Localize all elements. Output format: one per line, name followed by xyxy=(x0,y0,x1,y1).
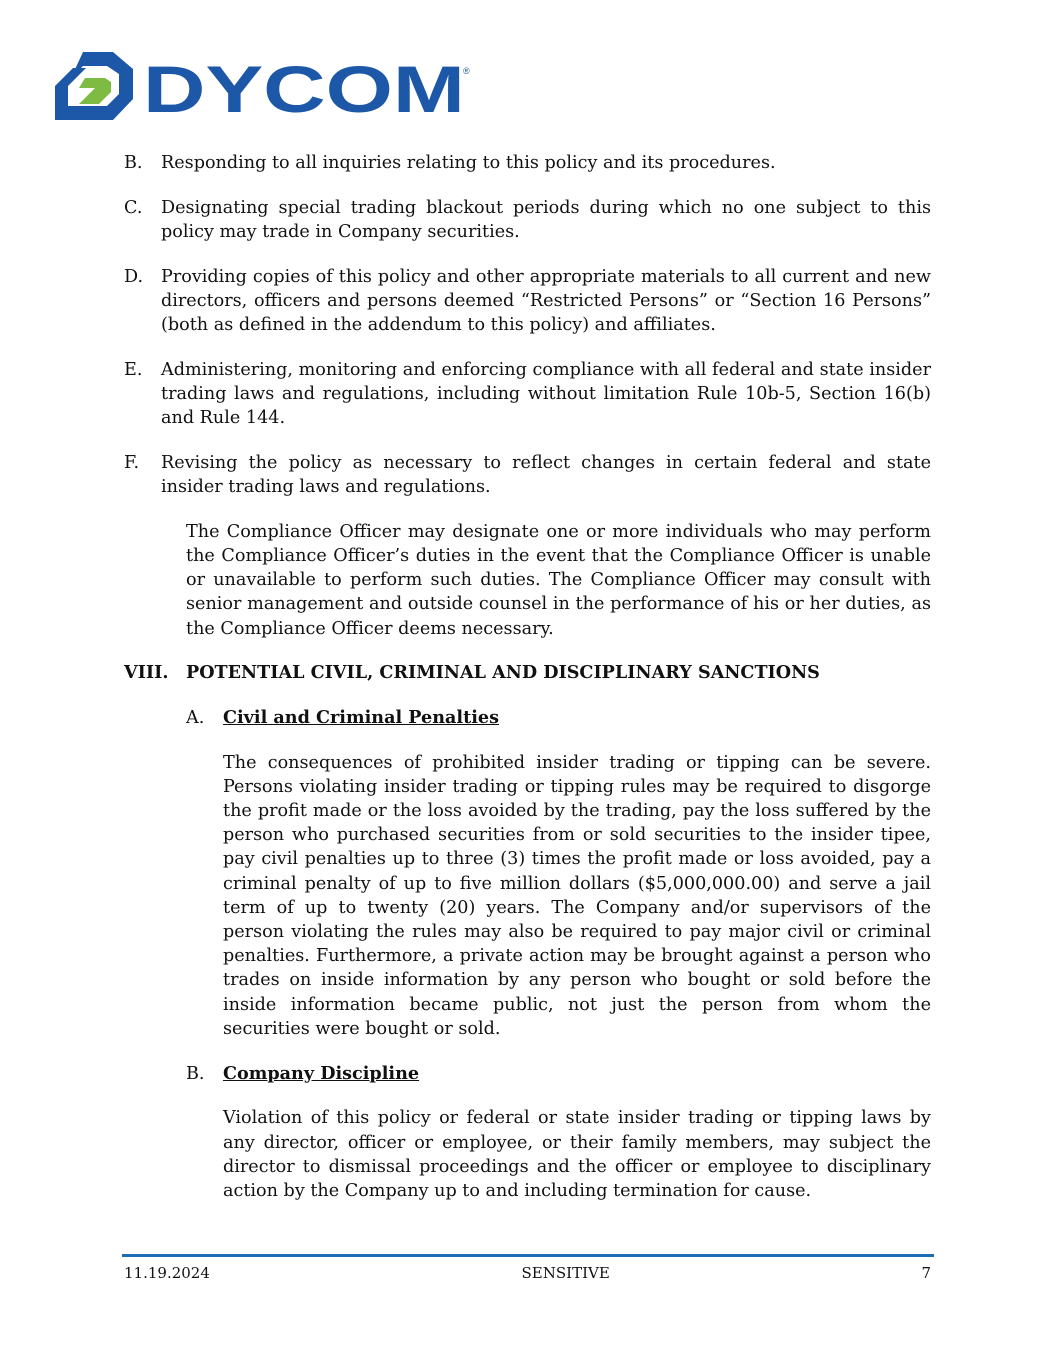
dycom-logo-graphic xyxy=(55,52,475,124)
list-item xyxy=(124,265,931,338)
section-title: POTENTIAL CIVIL, CRIMINAL AND DISCIPLINARY SANCTIONS xyxy=(186,662,820,684)
subsection-text: Violation of this policy or federal or state insider trading or tipping laws by any director, officer or employee, or their family members, may subject the director to dismissal proceedings and the officer or employee to disciplinary action by the Company up to and including termination for cause. xyxy=(223,1108,931,1201)
subsection-marker: B. xyxy=(186,1063,205,1084)
footer-date: 11.19.2024 xyxy=(124,1264,210,1282)
list-item xyxy=(124,151,931,175)
item-text: Responding to all inquiries relating to this policy and its procedures. xyxy=(161,153,776,173)
logo-mark-green xyxy=(79,78,111,104)
item-marker: C. xyxy=(124,197,143,218)
page-footer xyxy=(124,1263,931,1283)
subsection-title: Civil and Criminal Penalties xyxy=(223,706,500,728)
item-text: Revising the policy as necessary to reflect changes in certain federal and state insider trading laws and regulations. xyxy=(161,452,931,498)
footer-divider xyxy=(122,1254,934,1257)
section-heading xyxy=(124,661,931,685)
list-item xyxy=(124,358,931,431)
item-text: Designating special trading blackout periods during which no one subject to this policy may trade in Company securities. xyxy=(161,197,931,242)
logo-wordmark: DYCOM xyxy=(143,52,465,124)
item-text: Providing copies of this policy and other appropriate materials to all current and new directors, officers and persons deemed “Restricted Persons” or “Section 16 Persons” (both as defined in the addendum to this policy) and affiliates. xyxy=(161,266,931,336)
item-marker: F. xyxy=(124,452,140,473)
page-number: 7 xyxy=(921,1264,931,1282)
item-marker: E. xyxy=(124,359,143,380)
section-number: VIII. xyxy=(124,662,169,684)
item-marker: B. xyxy=(124,153,143,173)
list-item xyxy=(124,451,931,499)
list-item xyxy=(124,196,931,244)
subsection-text: The consequences of prohibited insider trading or tipping can be severe. Persons violating insider trading or tipping rules may be required to disgorge the profit made or the loss avoided by the trading, pay the loss suffered by the person who purchased securities from or sold securities to the insider tipee, pay civil penalties up to three (3) times the profit made or loss avoided, pay a criminal penalty of up to five million dollars ($5,000,000.00) and serve a jail term of up to twenty (20) years. The Company and/or supervisors of the person violating the rules may also be required to pay major civil or criminal penalties. Furthermore, a private action may be brought against a person who trades on inside information by any person who bought or sold before the inside information became public, not just the person from whom the securities were bought or sold. xyxy=(223,752,931,1039)
footer-classification: SENSITIVE xyxy=(521,1264,610,1282)
company-logo xyxy=(55,52,475,124)
subsection-heading xyxy=(186,706,931,730)
document-body xyxy=(124,151,931,1224)
item-text: Administering, monitoring and enforcing compliance with all federal and state insider trading laws and regulations, including without limitation Rule 10b-5, Section 16(b) and Rule 144. xyxy=(161,359,931,429)
item-marker: D. xyxy=(124,266,144,287)
compliance-paragraph: The Compliance Officer may designate one or more individuals who may perform the Compliance Officer’s duties in the event that the Compliance Officer is unable or unavailable to perform such duties. The Compliance Officer may consult with senior management and outside counsel in the performance of his or her duties, as the Compliance Officer deems necessary. xyxy=(186,521,931,639)
subsection-heading xyxy=(186,1062,931,1086)
subsection-title: Company Discipline xyxy=(223,1062,420,1084)
subsection-marker: A. xyxy=(186,707,205,728)
registered-mark: ® xyxy=(463,66,470,76)
